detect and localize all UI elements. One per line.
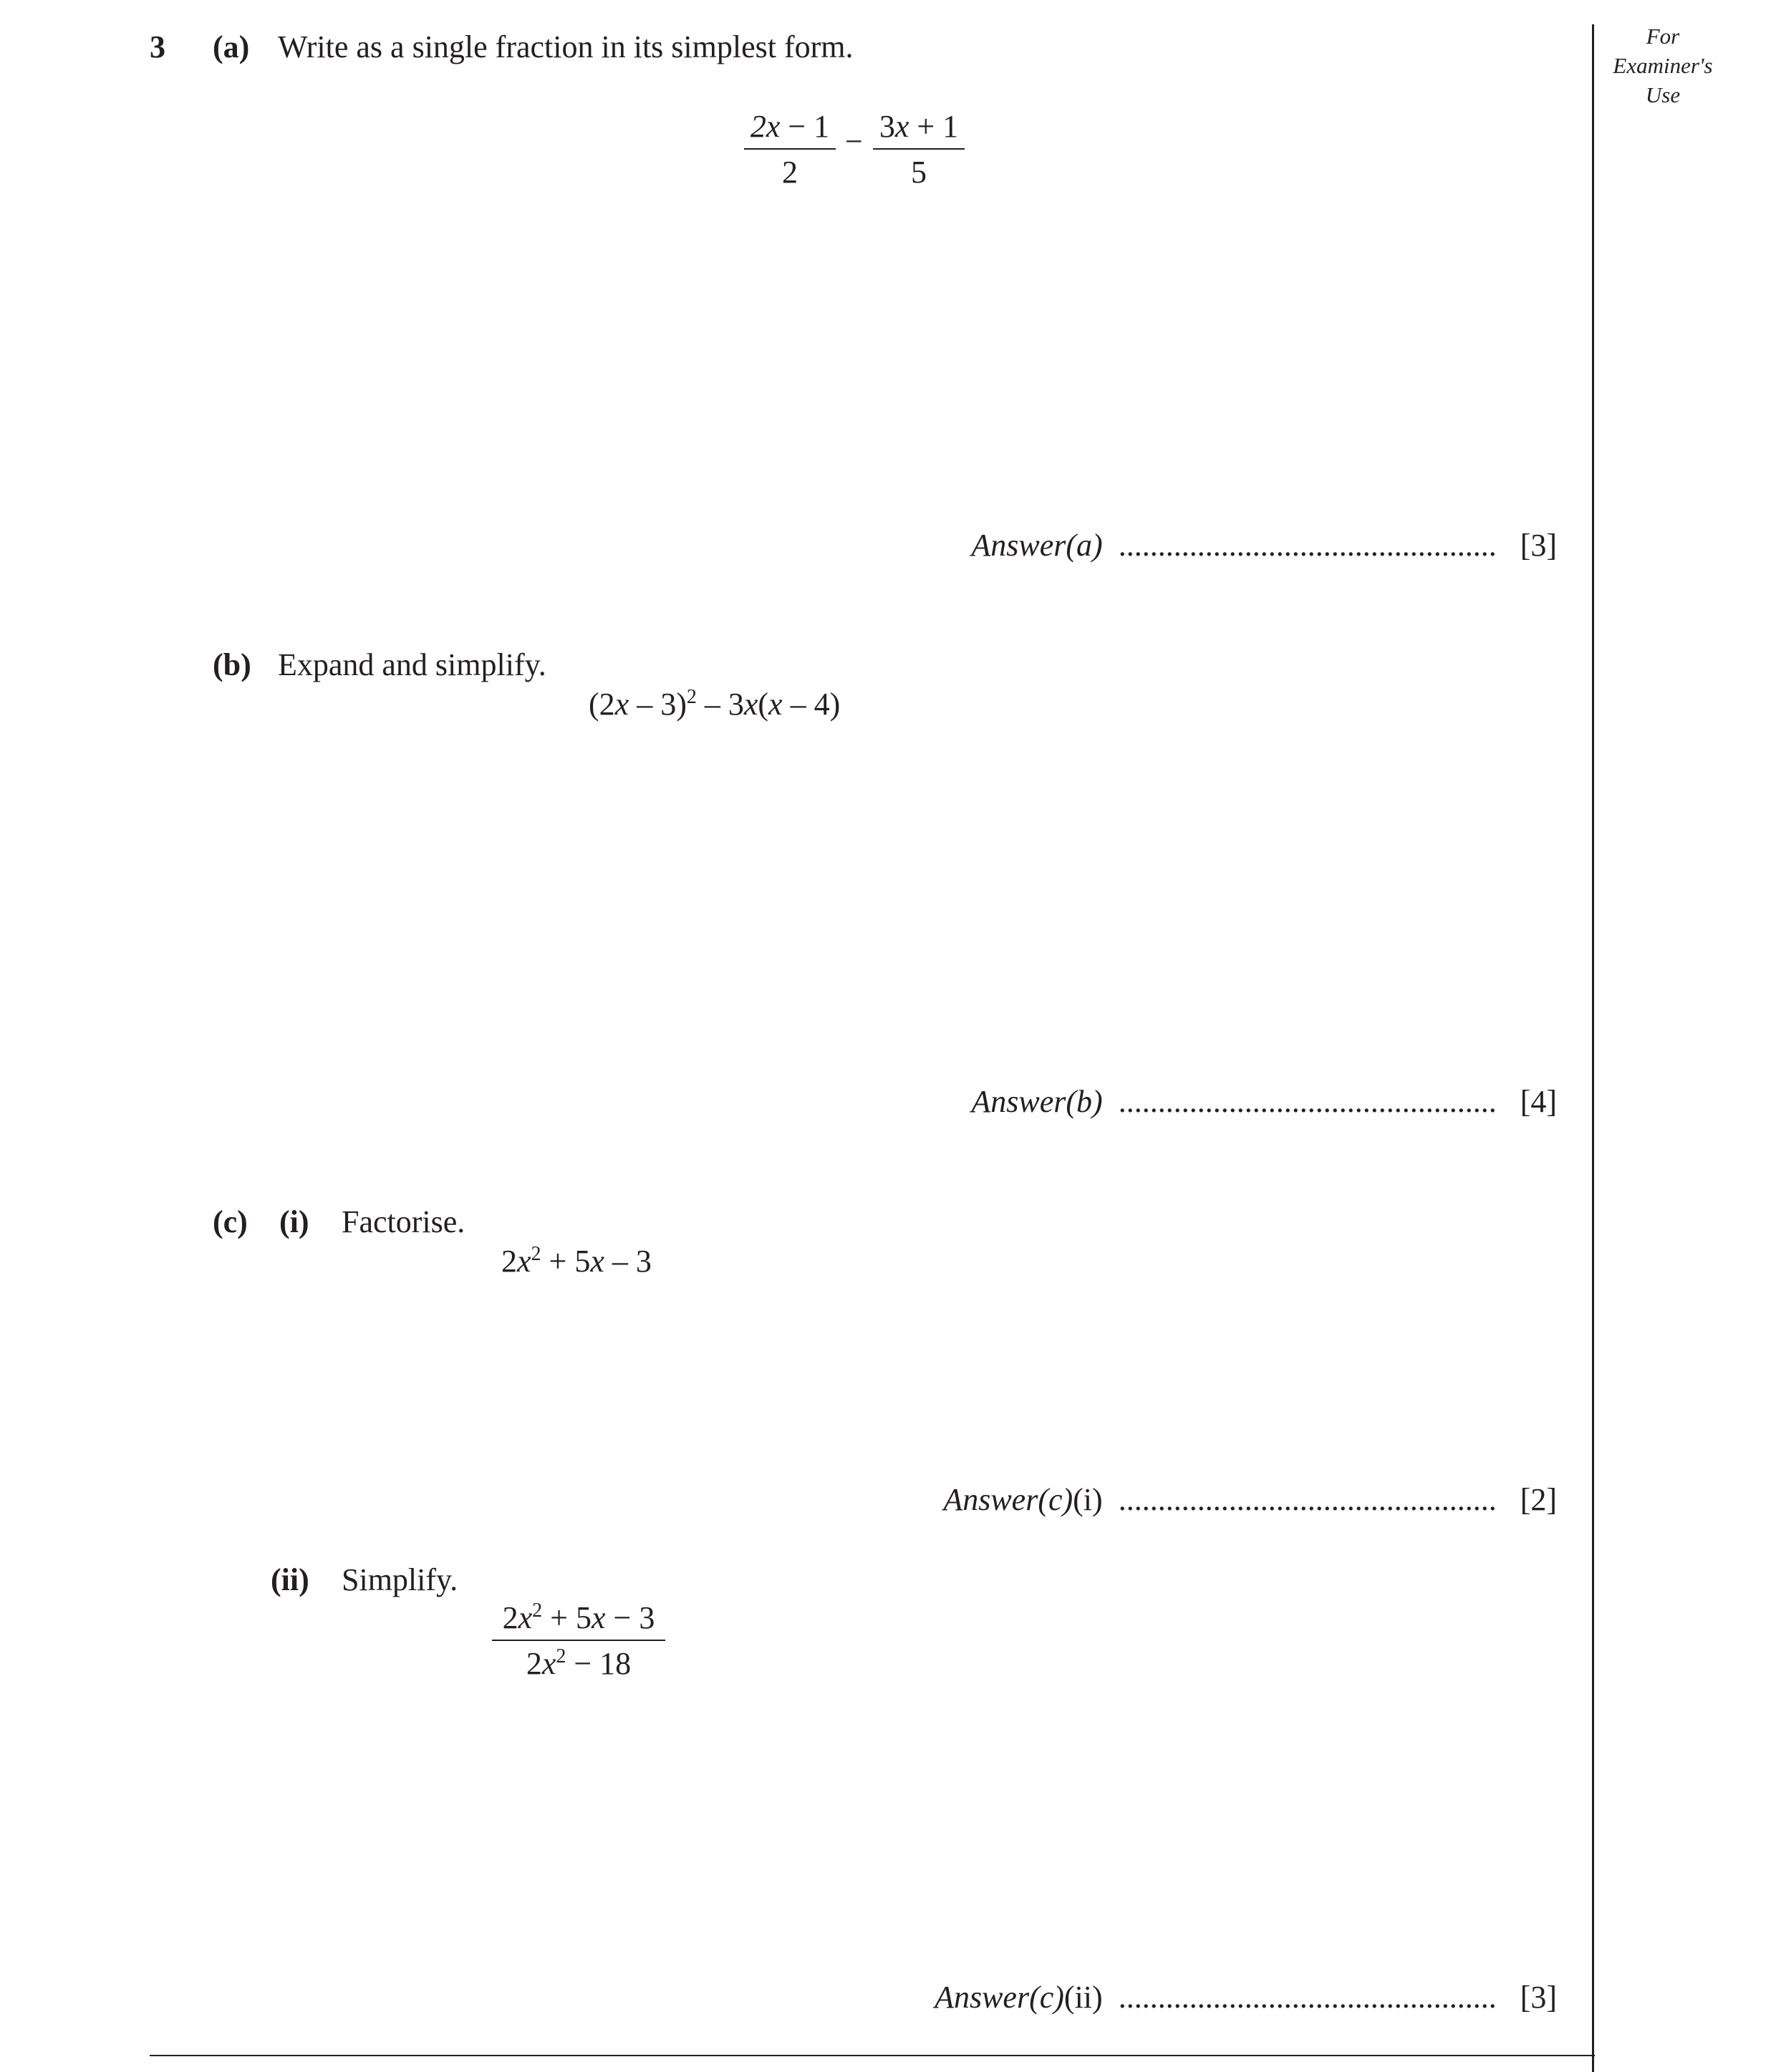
- part-c-label: (c): [213, 1204, 248, 1239]
- question-number: 3: [150, 29, 165, 64]
- part-b-expression: (2x – 3)$^2$ – 3x(x – 4): [589, 686, 841, 722]
- part-b-instruction: Expand and simplify.: [278, 647, 546, 682]
- fraction-bar: [744, 148, 836, 150]
- part-a-instruction: Write as a single fraction in its simplest form.: [278, 29, 854, 64]
- part-a-label: (a): [213, 29, 250, 64]
- part-b-label: (b): [213, 647, 251, 682]
- part-c-i-label: (i): [279, 1204, 309, 1239]
- examiner-margin-line: [1592, 24, 1594, 2072]
- part-c-i-answer-label: Answer(c): [943, 1482, 1073, 1517]
- part-a-fraction-1-denominator: 2: [782, 155, 798, 190]
- fraction-bar: [873, 148, 965, 150]
- fraction-bar: [492, 1640, 665, 1641]
- page-bottom-rule: [150, 2055, 1595, 2056]
- part-a-fraction-1-numerator: 2x − 1: [750, 109, 830, 144]
- part-a-fraction-2: [873, 111, 965, 188]
- part-a-fraction-1: [744, 111, 836, 188]
- part-c-ii-answer-dots[interactable]: ................................................: [1118, 1980, 1497, 2015]
- part-c-i-marks: [2]: [1520, 1482, 1557, 1517]
- part-b-answer-line: [971, 1086, 1557, 1118]
- part-c-i-expression: $2x^2 + 5x - 3$: [501, 1243, 652, 1279]
- part-c-ii-fraction-denominator: $2x^2 - 18$: [526, 1645, 632, 1681]
- part-c-ii-answer-suffix: (ii): [1063, 1980, 1103, 2015]
- part-b-marks: [4]: [1520, 1084, 1557, 1119]
- examiner-line-3: Use: [1645, 82, 1681, 107]
- part-a-fraction-2-denominator: 5: [911, 155, 927, 190]
- examiner-line-1: For: [1646, 24, 1680, 49]
- part-c-ii-instruction: Simplify.: [342, 1562, 458, 1597]
- part-c-i-instruction: Factorise.: [342, 1204, 465, 1239]
- examiner-line-2: Examiner's: [1613, 53, 1713, 78]
- part-c-ii-answer-line: [935, 1982, 1557, 2013]
- examiner-use-label: [1598, 21, 1727, 110]
- part-b-answer-label: Answer(b): [971, 1084, 1103, 1119]
- part-b-answer-dots[interactable]: ................................................: [1118, 1084, 1497, 1119]
- part-c-i-answer-line: [943, 1484, 1557, 1516]
- part-c-i-answer-dots[interactable]: ................................................: [1118, 1482, 1497, 1517]
- part-c-ii-marks: [3]: [1520, 1980, 1557, 2015]
- part-a-fraction-2-numerator: 3x + 1: [879, 109, 959, 144]
- part-a-minus-sign: −: [845, 124, 863, 159]
- part-a-answer-line: [971, 530, 1557, 561]
- part-a-answer-label: Answer(a): [971, 528, 1103, 563]
- part-a-answer-dots[interactable]: ................................................: [1118, 528, 1497, 563]
- part-c-ii-fraction-numerator: $2x^2 + 5x - 3$: [502, 1599, 655, 1635]
- part-a-marks: [3]: [1520, 528, 1557, 563]
- part-c-ii-fraction: [492, 1599, 665, 1681]
- part-c-ii-answer-label: Answer(c): [935, 1980, 1064, 2015]
- part-c-i-answer-suffix: (i): [1073, 1482, 1103, 1517]
- part-c-ii-label: (ii): [271, 1562, 309, 1597]
